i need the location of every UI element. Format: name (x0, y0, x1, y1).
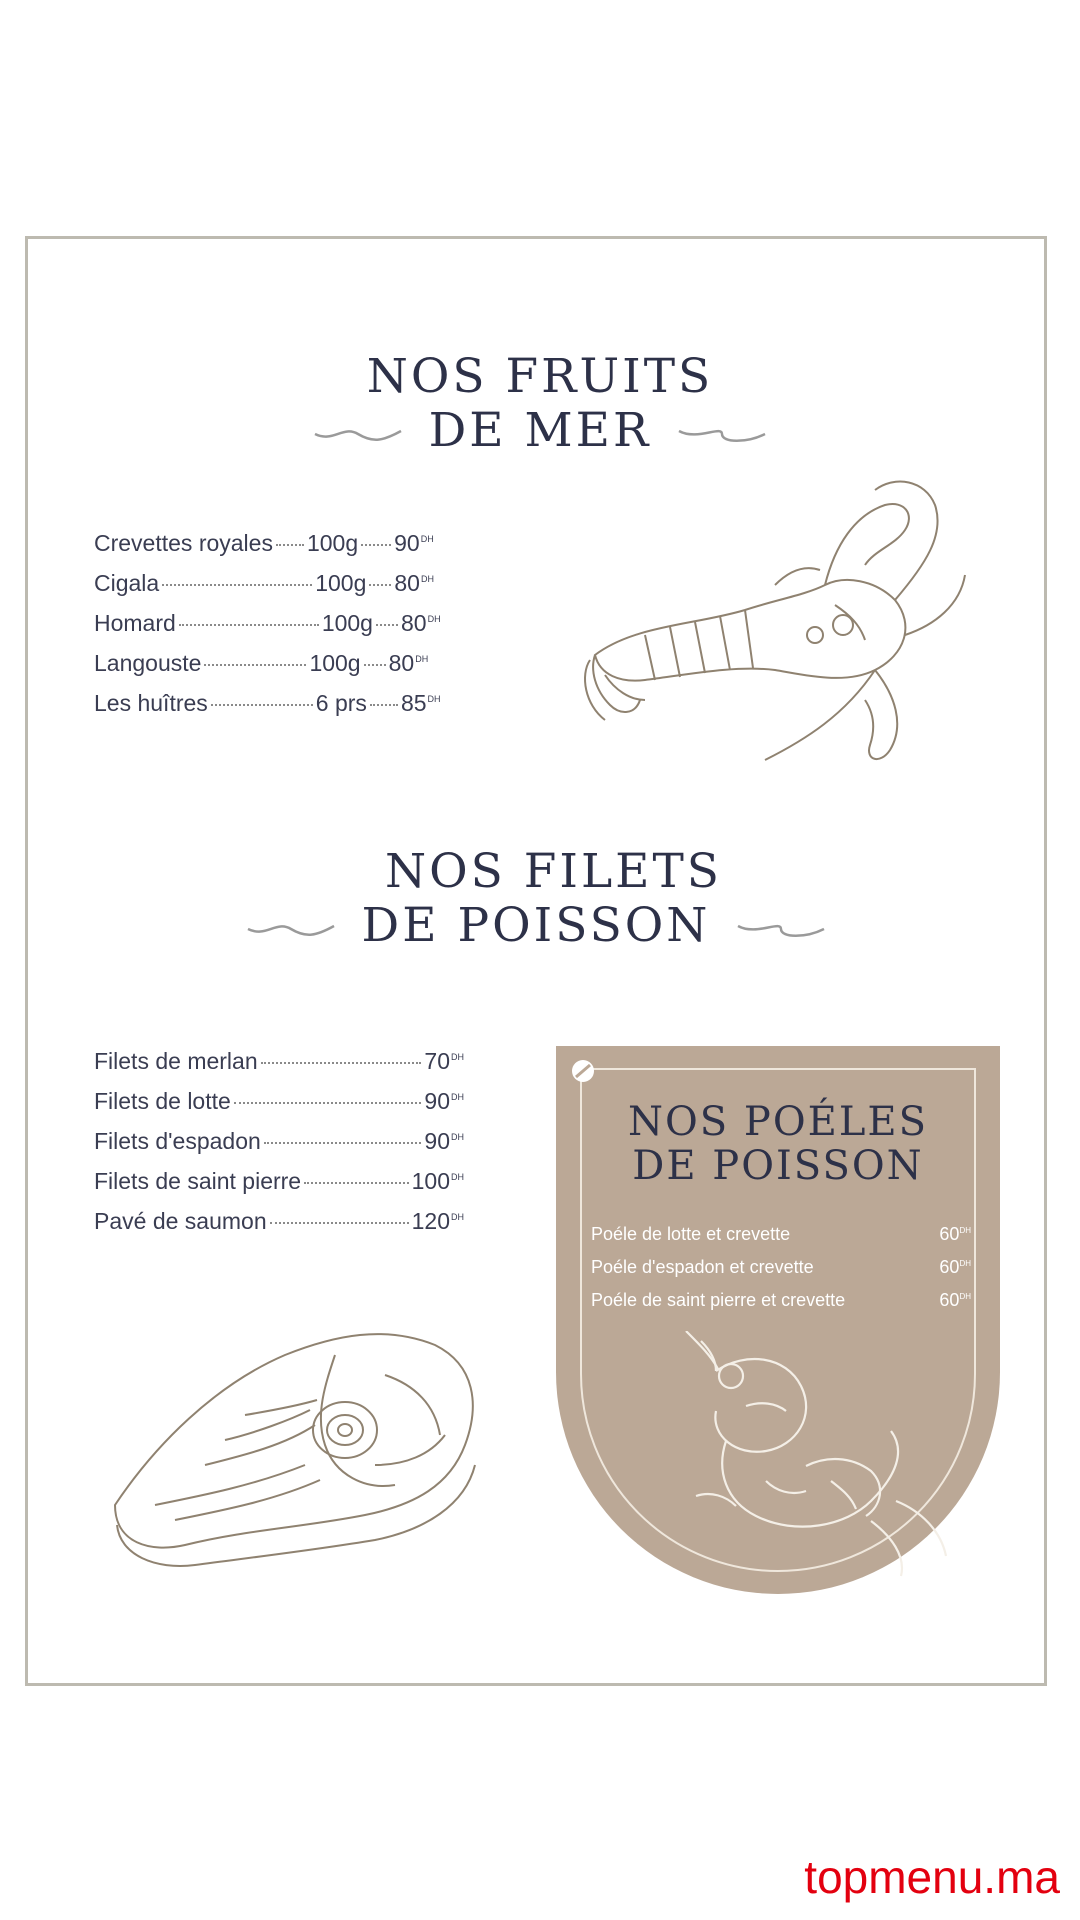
lobster-illustration (575, 475, 975, 775)
poeles-panel (556, 1046, 1000, 1594)
menu-item: Filets de saint pierre $100^{DH}$ (94, 1168, 464, 1194)
badge-icon (570, 1058, 596, 1084)
filets-de-poisson-list (94, 1048, 464, 1248)
title-line-1: NOS FRUITS (366, 349, 714, 404)
menu-item: Langouste 100g $80^{DH}$ (94, 650, 429, 676)
swash-right-icon (736, 920, 826, 938)
menu-item: Cigala 100g $80^{DH}$ (94, 570, 434, 596)
menu-item: Filets de lotte $90^{DH}$ (94, 1088, 464, 1114)
section-title-poeles: NOS POÉLES DE POISSON (628, 1099, 928, 1189)
menu-item: Pavé de saumon $120^{DH}$ (94, 1208, 464, 1234)
shrimp-illustration (656, 1331, 956, 1581)
menu-item: Poéle de lotte et crevette $60^{DH}$ (591, 1224, 971, 1244)
swash-right-icon (677, 425, 767, 443)
menu-item: Les huîtres 6 prs $85^{DH}$ (94, 690, 441, 716)
menu-item: Crevettes royales 100g $90^{DH}$ (94, 530, 434, 556)
watermark: topmenu.ma (804, 1851, 1060, 1903)
salmon-steak-illustration (95, 1315, 485, 1575)
section-title-filets-de-poisson (0, 845, 1076, 953)
title-line-2: DE MER (428, 403, 652, 458)
title-line-1: NOS FILETS (384, 844, 723, 899)
menu-item: Filets d'espadon $90^{DH}$ (94, 1128, 464, 1154)
swash-left-icon (246, 920, 336, 938)
swash-left-icon (313, 425, 403, 443)
menu-item: Poéle de saint pierre et crevette $60^{DH}$ (591, 1290, 971, 1310)
menu-item: Poéle d'espadon et crevette $60^{DH}$ (591, 1257, 971, 1277)
title-line-2: DE POISSON (361, 898, 711, 953)
menu-item: Homard 100g $80^{DH}$ (94, 610, 441, 636)
section-title-fruits-de-mer (0, 350, 1080, 458)
menu-item: Filets de merlan $70^{DH}$ (94, 1048, 464, 1074)
fruits-de-mer-list (94, 530, 486, 730)
